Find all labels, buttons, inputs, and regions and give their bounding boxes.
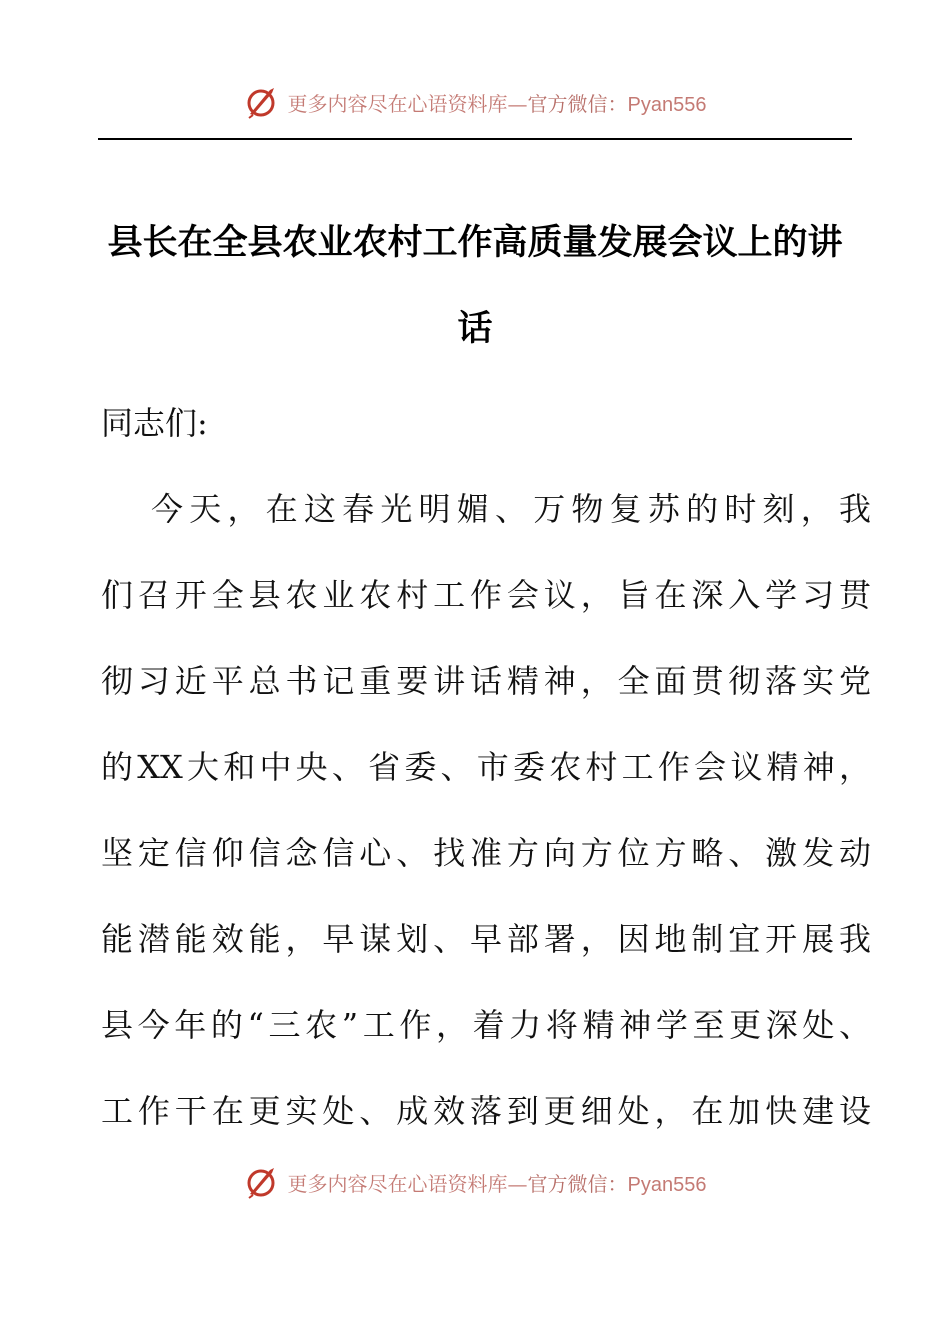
header-banner-dash: — — [507, 91, 528, 116]
header-banner-id: Pyan556 — [627, 93, 707, 116]
footer-banner-main: 更多内容尽在心语资料库 — [287, 1171, 508, 1196]
paragraph-line: 能潜能效能，早谋划、早部署，因地制宜开展我 — [101, 920, 871, 958]
paragraph-line: 们召开全县农业农村工作会议，旨在深入学习贯 — [101, 576, 871, 614]
quill-logo-icon — [244, 84, 280, 120]
document-body — [101, 380, 871, 1154]
paragraph-line: 工作干在更实处、成效落到更细处，在加快建设 — [101, 1092, 871, 1130]
paragraph-line: 县今年的“三农”工作，着力将精神学至更深处、 — [101, 1006, 871, 1044]
document-title — [98, 200, 852, 372]
header-banner-text — [288, 88, 707, 117]
footer-banner-dash: — — [507, 1171, 528, 1196]
footer-banner-label: 官方微信： — [527, 1171, 628, 1196]
footer-banner-id: Pyan556 — [627, 1173, 707, 1196]
quill-logo-icon — [244, 1164, 280, 1200]
document-title-line-2: 话 — [457, 309, 493, 349]
paragraph-line: 彻习近平总书记重要讲话精神，全面贯彻落实党 — [101, 662, 871, 700]
paragraph-line: 坚定信仰信念信心、找准方向方位方略、激发动 — [101, 834, 871, 872]
footer-banner-text — [288, 1168, 707, 1197]
header-banner — [0, 80, 950, 124]
footer-banner — [0, 1160, 950, 1204]
greeting: 同志们: — [101, 404, 208, 442]
header-banner-main: 更多内容尽在心语资料库 — [287, 91, 508, 116]
document-title-line-1: 县长在全县农业农村工作高质量发展会议上的讲 — [107, 223, 843, 263]
header-banner-label: 官方微信： — [527, 91, 628, 116]
header-divider — [98, 138, 852, 140]
paragraph-line: 的XX大和中央、省委、市委农村工作会议精神， — [101, 748, 871, 786]
paragraph-line: 今天，在这春光明媚、万物复苏的时刻，我 — [151, 490, 871, 528]
